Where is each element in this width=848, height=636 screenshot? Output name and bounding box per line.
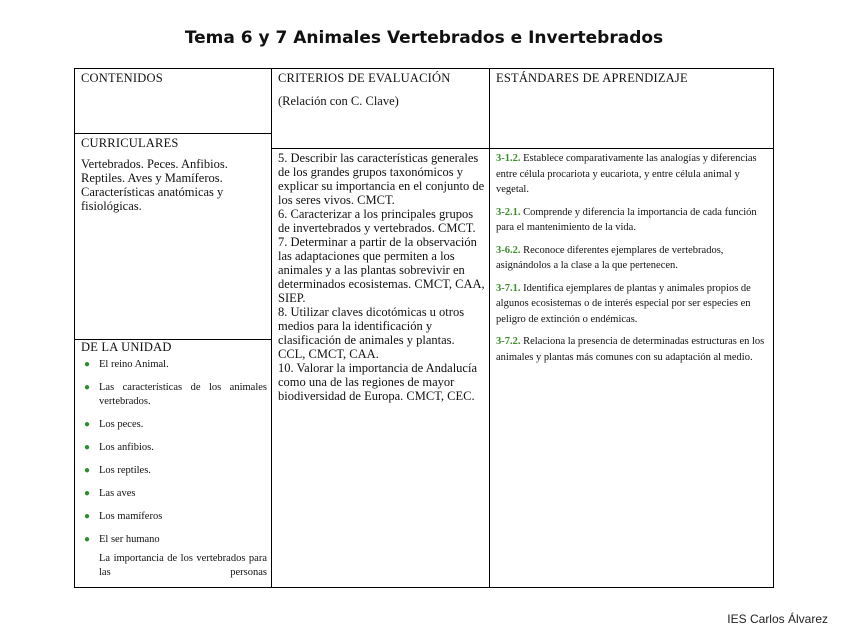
list-item: ● Las características de los animales vertebrados.: [84, 382, 267, 407]
curriculares-label: CURRICULARES: [81, 136, 179, 150]
page-title: Tema 6 y 7 Animales Vertebrados e Invertebrados: [184, 28, 664, 48]
closing-text: La importancia de los vertebrados para las personas: [99, 553, 267, 578]
standard-item: 3-2.1. Comprende y diferencia la importancia de cada función para el mantenimiento de la vida.: [496, 206, 757, 233]
standard-item: 3-7.1. Identifica ejemplares de plantas y animales propios de algunos ecosistemas o de interés especial por ser especies en peligro de extinción o endémicas.: [496, 282, 751, 325]
criterios-subheader: (Relación con C. Clave): [278, 94, 399, 108]
bullet-icon: ●: [84, 511, 91, 522]
list-item: ● Las aves: [84, 488, 136, 499]
standard-item: 3-7.2. Relaciona la presencia de determinadas estructuras en los animales y plantas más comunes con su adaptación al medio.: [496, 336, 765, 363]
bullet-icon: ●: [84, 382, 91, 393]
bullet-icon: ●: [84, 488, 91, 499]
units-list: [81, 358, 267, 553]
list-item: ● Los mamíferos: [84, 511, 163, 522]
bullet-icon: ●: [84, 465, 91, 476]
footer-school: IES Carlos Álvarez: [727, 612, 828, 626]
bullet-icon: ●: [84, 359, 91, 370]
list-item: ● Los anfibios.: [84, 442, 154, 453]
list-item: ● Los reptiles.: [84, 465, 151, 476]
bullet-icon: ●: [84, 442, 91, 453]
table-divider: [489, 68, 490, 588]
table-divider: [271, 148, 774, 149]
criterios-header: CRITERIOS DE EVALUACIÓN: [278, 71, 451, 85]
bullet-icon: ●: [84, 534, 91, 545]
contenidos-header: CONTENIDOS: [81, 71, 163, 85]
list-item: ● Los peces.: [84, 419, 144, 430]
standard-item: 3-6.2. Reconoce diferentes ejemplares de vertebrados, asignándolos a la clase a la que pertenecen.: [496, 244, 724, 271]
unidad-label: DE LA UNIDAD: [81, 340, 172, 354]
table-divider: [271, 68, 272, 588]
criteria-text: 5. Describir las características generales de los grandes grupos taxonómicos y explicar su importancia en el conjunto de los seres vivos. CMCT. 6. Caracterizar a los principales grupos de invertebrados y vertebrados. CMCT. 7. Determinar a partir de la observación las adaptaciones que permiten a los animales y a las plantas sobrevivir en determinados ecosistemas. CMCT, CAA, SIEP. 8. Utilizar claves dicotómicas u otros medios para la identificación y clasificación de animales y plantas. CCL, CMCT, CAA. 10. Valorar la importancia de Andalucía como una de las regiones de mayor biodiversidad de Europa. CMCT, CEC.: [278, 151, 485, 403]
standard-item: 3-1.2. Establece comparativamente las analogías y diferencias entre célula procariota y eucariota, y entre célula animal y vegetal.: [496, 153, 757, 195]
bullet-icon: ●: [84, 419, 91, 430]
standards-block: [496, 151, 770, 372]
estandares-header: ESTÁNDARES DE APRENDIZAJE: [496, 71, 688, 85]
list-item: ● El reino Animal.: [84, 359, 169, 370]
curriculares-text: Vertebrados. Peces. Anfibios. Reptiles. Aves y Mamíferos. Características anatómicas y fisiológicas.: [81, 157, 228, 213]
table-divider: [74, 133, 272, 134]
list-item: ● El ser humano: [84, 534, 160, 545]
